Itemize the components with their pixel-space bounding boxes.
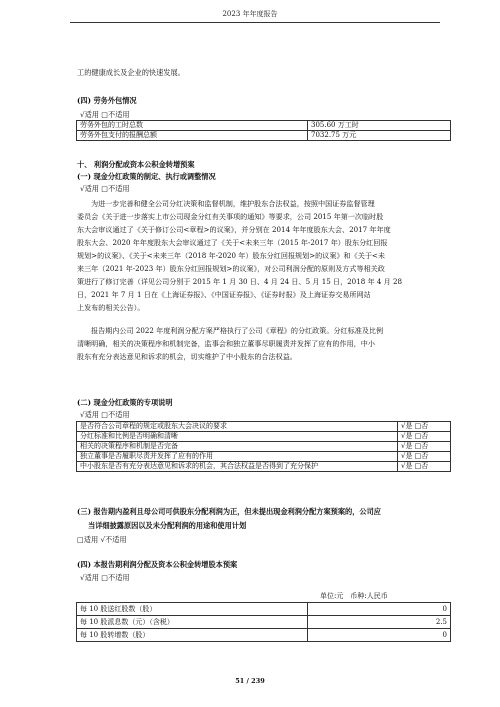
paragraph-line: 报告期内公司 2022 年度利润分配方案严格执行了公司《章程》的分红政策。分红标准及比例 [91,326,384,335]
sub2-heading: (二) 现金分红政策的专项说明 [77,398,173,407]
labor-table [76,120,451,141]
page-number: 51 / 239 [235,677,265,685]
execution-paragraph [77,324,449,363]
plan-value: 2.5 [308,616,451,629]
table-row [77,422,451,432]
table-row [77,603,451,616]
paragraph-line: 策进行了修订完善（详见公司分别于 2015 年 1 月 30 日、4 月 24 日、5 月 15 日，2018 年 4 月 28 [77,277,402,286]
sub3-applicable: □适用 √不适用 [77,535,127,544]
sub1-applicable: √适用 □不适用 [80,184,130,193]
paragraph-line: 日，2021 年 7 月 1 日在《上海证券报》、《中国证券报》、《证券时报》及上海证券交易所网站 [77,290,371,299]
paragraph-line: 股东有充分表达意见和诉求的机会，切实维护了中小股东的合法权益。 [77,352,297,361]
paragraph-line: 为进一步完善和健全公司分红决策和监督机制，维护股东合法权益，按照中国证券监督管理 [91,199,375,208]
sub4-applicable: √适用 □不适用 [80,573,130,582]
sub1-heading: (一) 现金分红政策的制定、执行或调整情况 [77,172,216,181]
policy-value: √是 □否 [398,462,451,472]
paragraph-line: 清晰明确，相关的决策程序和机制完备，监事会和独立董事尽职履责并发挥了应有的作用，中小 [77,339,375,348]
intro-line: 工的健康成长及企业的快速发展。 [77,68,185,77]
table-row [77,462,451,472]
paragraph-line: 东大会审议通过了《关于修订公司<章程>的议案》，并分别在 2014 年年度股东大会、2017 年年度 [77,225,391,234]
policy-label: 是否符合公司章程的规定或股东大会决议的要求 [77,422,398,432]
table-row [77,121,451,131]
policy-paragraph [77,197,449,314]
policy-value: √是 □否 [398,422,451,432]
sub3-heading-cont: 当详细披露原因以及未分配利润的用途和使用计划 [88,521,247,530]
policy-table [76,421,451,472]
labor-heading: (四) 劳务外包情况 [77,96,137,105]
sub2-applicable: √适用 □不适用 [80,410,130,419]
paragraph-line: 股东大会、2020 年年度股东大会审议通过了《关于<未来三年（2015 年-2017 年）股东分红回报 [77,238,388,247]
policy-value: √是 □否 [398,432,451,442]
paragraph-line: 委员会《关于进一步落实上市公司现金分红有关事项的通知》等要求，公司 2015 年第一次临时股 [77,212,384,221]
table-row [77,131,451,141]
policy-label: 独立董事是否履职尽责并发挥了应有的作用 [77,452,398,462]
page-header: 2023 年年度报告 [222,10,278,18]
plan-value: 0 [308,603,451,616]
section10-heading: 十、 利润分配或资本公积金转增预案 [77,160,195,169]
paragraph-line: 规划>的议案》、《关于<未来三年（2018 年-2020 年）股东分红回报规划>的议案》和《关于<未 [77,251,385,260]
policy-value: √是 □否 [398,442,451,452]
sub4-heading: (四) 本报告期利润分配及资本公积金转增股本预案 [77,560,238,569]
plan-label: 每 10 股派息数（元）（含税） [77,616,308,629]
policy-label: 分红标准和比例是否明确和清晰 [77,432,398,442]
sub3-heading: (三) 报告期内盈利且母公司可供股东分配利润为正，但未提出现金利润分配方案预案的，公司应 [77,507,381,516]
plan-label: 每 10 股送红股数（股） [77,603,308,616]
plan-value: 0 [308,629,451,642]
table-row [77,432,451,442]
distribution-table [76,602,451,642]
paragraph-line: 来三年（2021 年-2023 年）股东分红回报规划>的议案》，对公司利润分配的原则及方式等相关政 [77,264,385,273]
labor-label: 劳务外包支付的报酬总额 [77,131,308,141]
unit-label: 单位:元 币种:人民币 [320,592,388,600]
paragraph-line: 上发布的相关公告）。 [77,303,145,312]
plan-label: 每 10 股转增数（股） [77,629,308,642]
table-row [77,629,451,642]
labor-applicable: √适用 □不适用 [80,110,130,119]
policy-value: √是 □否 [398,452,451,462]
labor-value: 7032.75 万元 [308,131,451,141]
header-divider [70,22,440,23]
labor-label: 劳务外包的工时总数 [77,121,308,131]
table-row [77,452,451,462]
policy-label: 相关的决策程序和机制是否完备 [77,442,398,452]
labor-value: 305.60 万工时 [308,121,451,131]
table-row [77,616,451,629]
table-row [77,442,451,452]
policy-label: 中小股东是否有充分表达意见和诉求的机会，其合法权益是否得到了充分保护 [77,462,398,472]
